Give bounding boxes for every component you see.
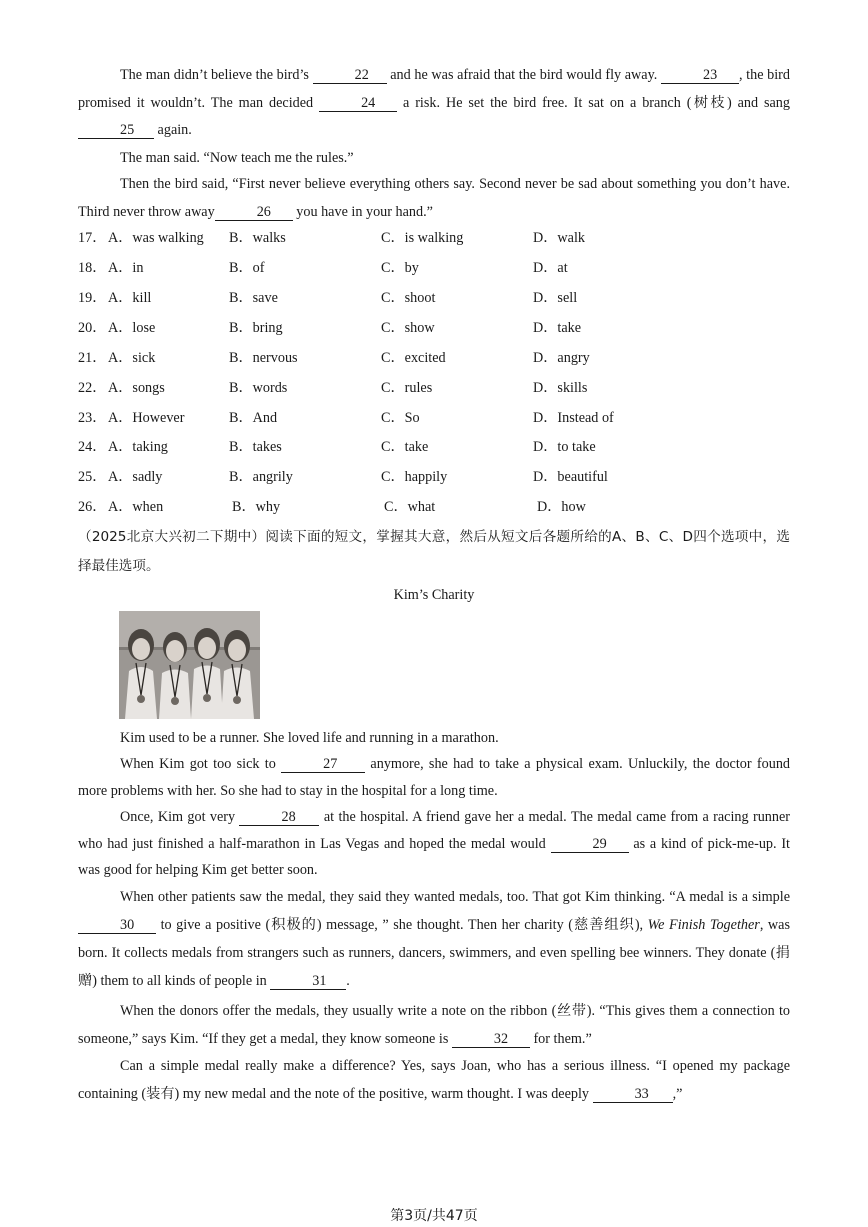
question-number: 17．: [78, 230, 107, 246]
option-a: A．sick: [108, 350, 156, 366]
blank-32: 32: [452, 1031, 530, 1048]
option-a: A．taking: [108, 439, 168, 455]
blank-26: 26: [215, 204, 293, 221]
option-c: C．show: [381, 320, 435, 336]
question-number: 25．: [78, 469, 107, 485]
option-d: D．how: [537, 499, 586, 515]
blank-22: 22: [313, 67, 387, 84]
option-c: C．rules: [381, 380, 433, 396]
question-number: 18．: [78, 260, 107, 276]
option-c: C．shoot: [381, 290, 436, 306]
option-d: D．walk: [533, 230, 586, 246]
option-a: A．lose: [108, 320, 156, 336]
option-b: B．And: [229, 410, 278, 426]
option-row-22: [78, 378, 790, 398]
option-row-19: [78, 288, 790, 308]
section-instruction: （2025北京大兴初二下期中）阅读下面的短文，掌握其大意，然后从短文后各题所给的A、B、C、D四个选项中，选择最佳选项。: [78, 529, 790, 574]
question-number: 20．: [78, 320, 107, 336]
passage1-paragraph-3: Then the bird said, “First never believe everything others say. Second never be sad about something you don’t have. Third never throw away 26 you have in your hand.”: [78, 176, 790, 220]
passage2-paragraph-5: When the donors offer the medals, they usually write a note on the ribbon (丝带). “This gives them a connection to someone,” says Kim. “If they get a medal, they know someone is 32 for them.”: [78, 1003, 790, 1047]
option-d: D．at: [533, 260, 568, 276]
option-b: B．save: [229, 290, 278, 306]
option-d: D．angry: [533, 350, 590, 366]
passage1-paragraph-1: The man didn’t believe the bird’s 22 and he was afraid that the bird would fly away. 23 , the bird promised it wouldn’t. The man decided 24 a risk. He set the bird free. It sat on a branch (树枝) and sang 25 again.: [78, 67, 790, 138]
question-number: 24．: [78, 439, 107, 455]
passage2-paragraph-6: Can a simple medal really make a difference? Yes, says Joan, who has a serious illness. “I opened my package containing (装有) my new medal and the note of the positive, warm thought. I was deeply 33 ,”: [78, 1058, 790, 1102]
option-b: B．walks: [229, 230, 286, 246]
question-number: 26．: [78, 499, 107, 515]
option-a: A．sadly: [108, 469, 163, 485]
girls-with-medals-photo: [119, 611, 260, 719]
blank-33: 33: [593, 1086, 673, 1103]
blank-29: 29: [551, 836, 629, 853]
option-row-21: [78, 348, 790, 368]
passage-title: Kim’s Charity: [393, 587, 475, 603]
blank-31: 31: [270, 973, 346, 990]
option-row-17: [78, 228, 790, 248]
option-d: D．to take: [533, 439, 596, 455]
question-number: 19．: [78, 290, 107, 306]
option-a: A．when: [108, 499, 164, 515]
photo-illustration: [119, 611, 260, 719]
question-number: 23．: [78, 410, 107, 426]
option-c: C．happily: [381, 469, 448, 485]
option-d: D．Instead of: [533, 410, 614, 426]
option-row-23: [78, 408, 790, 428]
passage2-paragraph-1: Kim used to be a runner. She loved life and running in a marathon.: [120, 730, 499, 746]
option-b: B．takes: [229, 439, 282, 455]
blank-27: 27: [281, 756, 365, 773]
blank-23: 23: [661, 67, 739, 84]
option-b: B．nervous: [229, 350, 298, 366]
passage2-paragraph-4: When other patients saw the medal, they said they wanted medals, too. That got Kim thinking. “A medal is a simple 30 to give a positive (积极的) message, ” she thought. Then her charity (慈善组织), We Finish Together, was born. It collects medals from strangers such as runners, dancers, swimmers, and even spelling bee winners. They donate (捐赠) them to all kinds of people in 31 .: [78, 889, 790, 989]
option-b: B．words: [229, 380, 288, 396]
option-c: C．excited: [381, 350, 446, 366]
option-d: D．beautiful: [533, 469, 608, 485]
option-row-26: [78, 497, 790, 517]
option-b: B．of: [229, 260, 265, 276]
blank-28: 28: [239, 809, 319, 826]
option-c: C．is walking: [381, 230, 464, 246]
option-row-24: [78, 437, 790, 457]
option-b: B．angrily: [229, 469, 293, 485]
option-b: B．why: [232, 499, 281, 515]
question-number: 22．: [78, 380, 107, 396]
passage2-paragraph-3: Once, Kim got very 28 at the hospital. A friend gave her a medal. The medal came from a racing runner who had just finished a half-marathon in Las Vegas and hoped the medal would 29 as a kind of pick-me-up. It was good for helping Kim get better soon.: [78, 809, 790, 878]
option-row-25: [78, 467, 790, 487]
passage1-paragraph-2: The man said. “Now teach me the rules.”: [120, 150, 354, 166]
page-number: 第3页/共47页: [390, 1208, 478, 1224]
blank-24: 24: [319, 95, 397, 112]
option-a: A．in: [108, 260, 144, 276]
option-d: D．take: [533, 320, 582, 336]
option-d: D．sell: [533, 290, 578, 306]
option-row-20: [78, 318, 790, 338]
option-a: A．songs: [108, 380, 165, 396]
option-c: C．So: [381, 410, 420, 426]
option-d: D．skills: [533, 380, 588, 396]
option-b: B．bring: [229, 320, 283, 336]
passage2-paragraph-2: When Kim got too sick to 27 anymore, she had to take a physical exam. Unluckily, the doctor found more problems with her. So she had to stay in the hospital for a long time.: [78, 756, 791, 799]
option-row-18: [78, 258, 790, 278]
charity-name: We Finish Together: [647, 917, 760, 933]
option-a: A．However: [108, 410, 185, 426]
option-a: A．was walking: [108, 230, 204, 246]
option-c: C．what: [384, 499, 436, 515]
option-c: C．by: [381, 260, 419, 276]
question-number: 21．: [78, 350, 107, 366]
option-c: C．take: [381, 439, 429, 455]
blank-25: 25: [78, 122, 154, 139]
option-a: A．kill: [108, 290, 152, 306]
blank-30: 30: [78, 917, 156, 934]
